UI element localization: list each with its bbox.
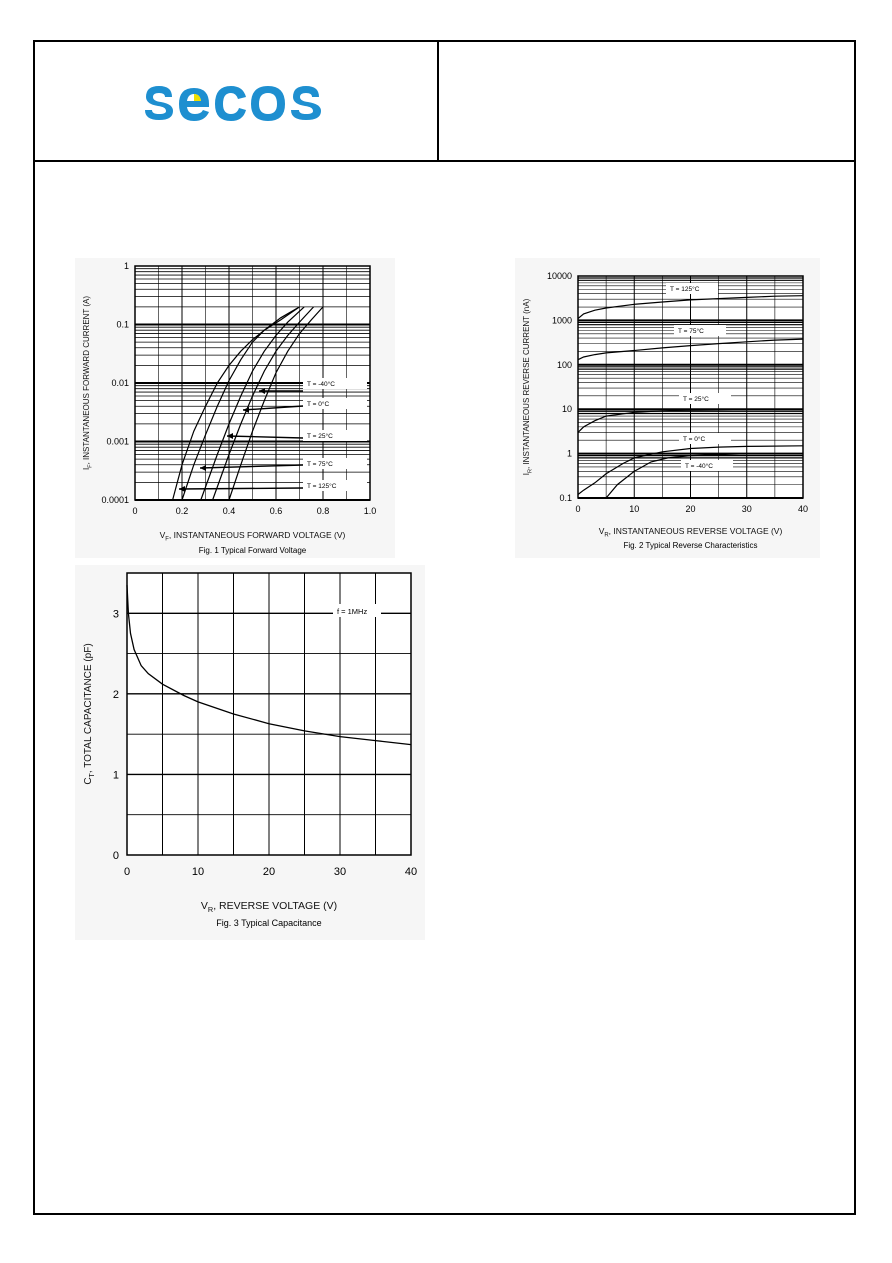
fig2-ytick-label: 0.1 xyxy=(559,493,572,503)
fig3-xlabel-sub: R xyxy=(207,905,214,915)
fig2-xtick-label: 10 xyxy=(629,504,640,514)
fig3-ylabel-sub: T xyxy=(89,773,96,778)
fig1-ytick-label: 0.01 xyxy=(111,378,129,388)
fig1-ytick-label: 0.1 xyxy=(116,319,129,330)
fig3-ytick-label: 0 xyxy=(112,850,119,862)
fig1-ytick-label: 0.0001 xyxy=(101,495,129,505)
secos-logo xyxy=(143,80,343,122)
fig1-xtick-label: 0 xyxy=(132,506,138,516)
fig3-annotation: f = 1MHz xyxy=(337,607,368,616)
fig2-legend-label: T = 0°C xyxy=(683,436,706,443)
fig2-ytick-label: 1 xyxy=(566,448,572,459)
fig1-ylabel-main: I xyxy=(82,467,91,471)
fig2-caption: Fig. 2 Typical Reverse Characteristics xyxy=(623,541,758,550)
fig1-ylabel-sub: F xyxy=(87,464,94,468)
fig3-caption: Fig. 3 Typical Capacitance xyxy=(216,918,322,928)
fig1-ytick-label: 0.001 xyxy=(106,436,129,447)
fig3-xlabel-rest: , REVERSE VOLTAGE (V) xyxy=(213,900,338,912)
fig1-legend-label: T = -40°C xyxy=(307,381,335,388)
fig2-xlabel-rest: , INSTANTANEOUS REVERSE VOLTAGE (V) xyxy=(608,526,783,536)
fig1-forward-voltage-chart xyxy=(75,258,395,558)
fig3-xlabel-main: V xyxy=(200,900,208,912)
fig2-xtick-label: 30 xyxy=(741,504,752,514)
fig3-capacitance-chart xyxy=(75,565,425,940)
fig3-xtick-label: 20 xyxy=(262,866,276,878)
fig2-xtick-label: 40 xyxy=(797,504,809,514)
fig2-legend-label: T = 25°C xyxy=(683,396,709,403)
header-vertical-divider xyxy=(437,40,439,161)
fig1-xlabel-rest: , INSTANTANEOUS FORWARD VOLTAGE (V) xyxy=(168,530,346,540)
fig2-ylabel-sub: R xyxy=(527,468,534,474)
fig2-ylabel-rest: , INSTANTANEOUS REVERSE CURRENT (nA) xyxy=(522,298,531,469)
fig2-ytick-label: 1000 xyxy=(551,315,572,326)
fig3-xtick-label: 10 xyxy=(191,866,205,878)
fig3-xtick-label: 40 xyxy=(404,866,418,878)
fig1-legend-label: T = 75°C xyxy=(307,461,333,468)
fig1-xlabel-main: V xyxy=(159,530,166,540)
fig2-xlabel-main: V xyxy=(598,526,605,536)
fig1-ytick-label: 1 xyxy=(123,261,129,271)
fig2-xtick-label: 0 xyxy=(575,504,581,514)
fig3-xtick-label: 0 xyxy=(123,866,131,878)
fig2-xtick-label: 20 xyxy=(685,504,696,514)
fig1-caption: Fig. 1 Typical Forward Voltage xyxy=(198,546,307,555)
fig1-legend-label: T = 25°C xyxy=(307,433,333,440)
fig3-ytick-label: 1 xyxy=(112,769,119,782)
fig1-xtick-label: 0.6 xyxy=(269,506,283,516)
fig1-xtick-label: 0.4 xyxy=(222,506,236,516)
fig3-ytick-label: 3 xyxy=(112,608,119,621)
fig1-ylabel-rest: , INSTANTANEOUS FORWARD CURRENT (A) xyxy=(82,295,91,465)
header-divider xyxy=(33,160,856,162)
fig2-ytick-label: 10 xyxy=(561,404,572,415)
fig2-legend-label: T = -40°C xyxy=(685,463,713,470)
fig2-legend-label: T = 75°C xyxy=(678,328,704,335)
fig1-xtick-label: 0.2 xyxy=(175,506,189,516)
fig2-ytick-label: 10000 xyxy=(546,271,572,281)
fig1-legend-label: T = 0°C xyxy=(307,401,330,408)
fig1-legend-label: T = 125°C xyxy=(307,483,337,490)
fig3-xtick-label: 30 xyxy=(333,866,347,878)
fig2-ylabel-main: I xyxy=(522,473,531,476)
fig2-ytick-label: 100 xyxy=(556,359,572,370)
fig1-xtick-label: 0.8 xyxy=(316,506,330,516)
fig1-xtick-label: 1.0 xyxy=(363,506,377,516)
fig3-ylabel-rest: , TOTAL CAPACITANCE (pF) xyxy=(83,643,94,774)
fig2-legend-label: T = 125°C xyxy=(670,286,700,293)
fig3-ylabel-main: C xyxy=(83,777,94,785)
fig3-ytick-label: 2 xyxy=(112,688,119,701)
fig2-xlabel-sub: R xyxy=(604,532,609,539)
fig2-reverse-characteristics-chart xyxy=(515,258,820,558)
fig1-xlabel-sub: F xyxy=(165,536,169,543)
fig1-arrow-line xyxy=(179,488,303,489)
